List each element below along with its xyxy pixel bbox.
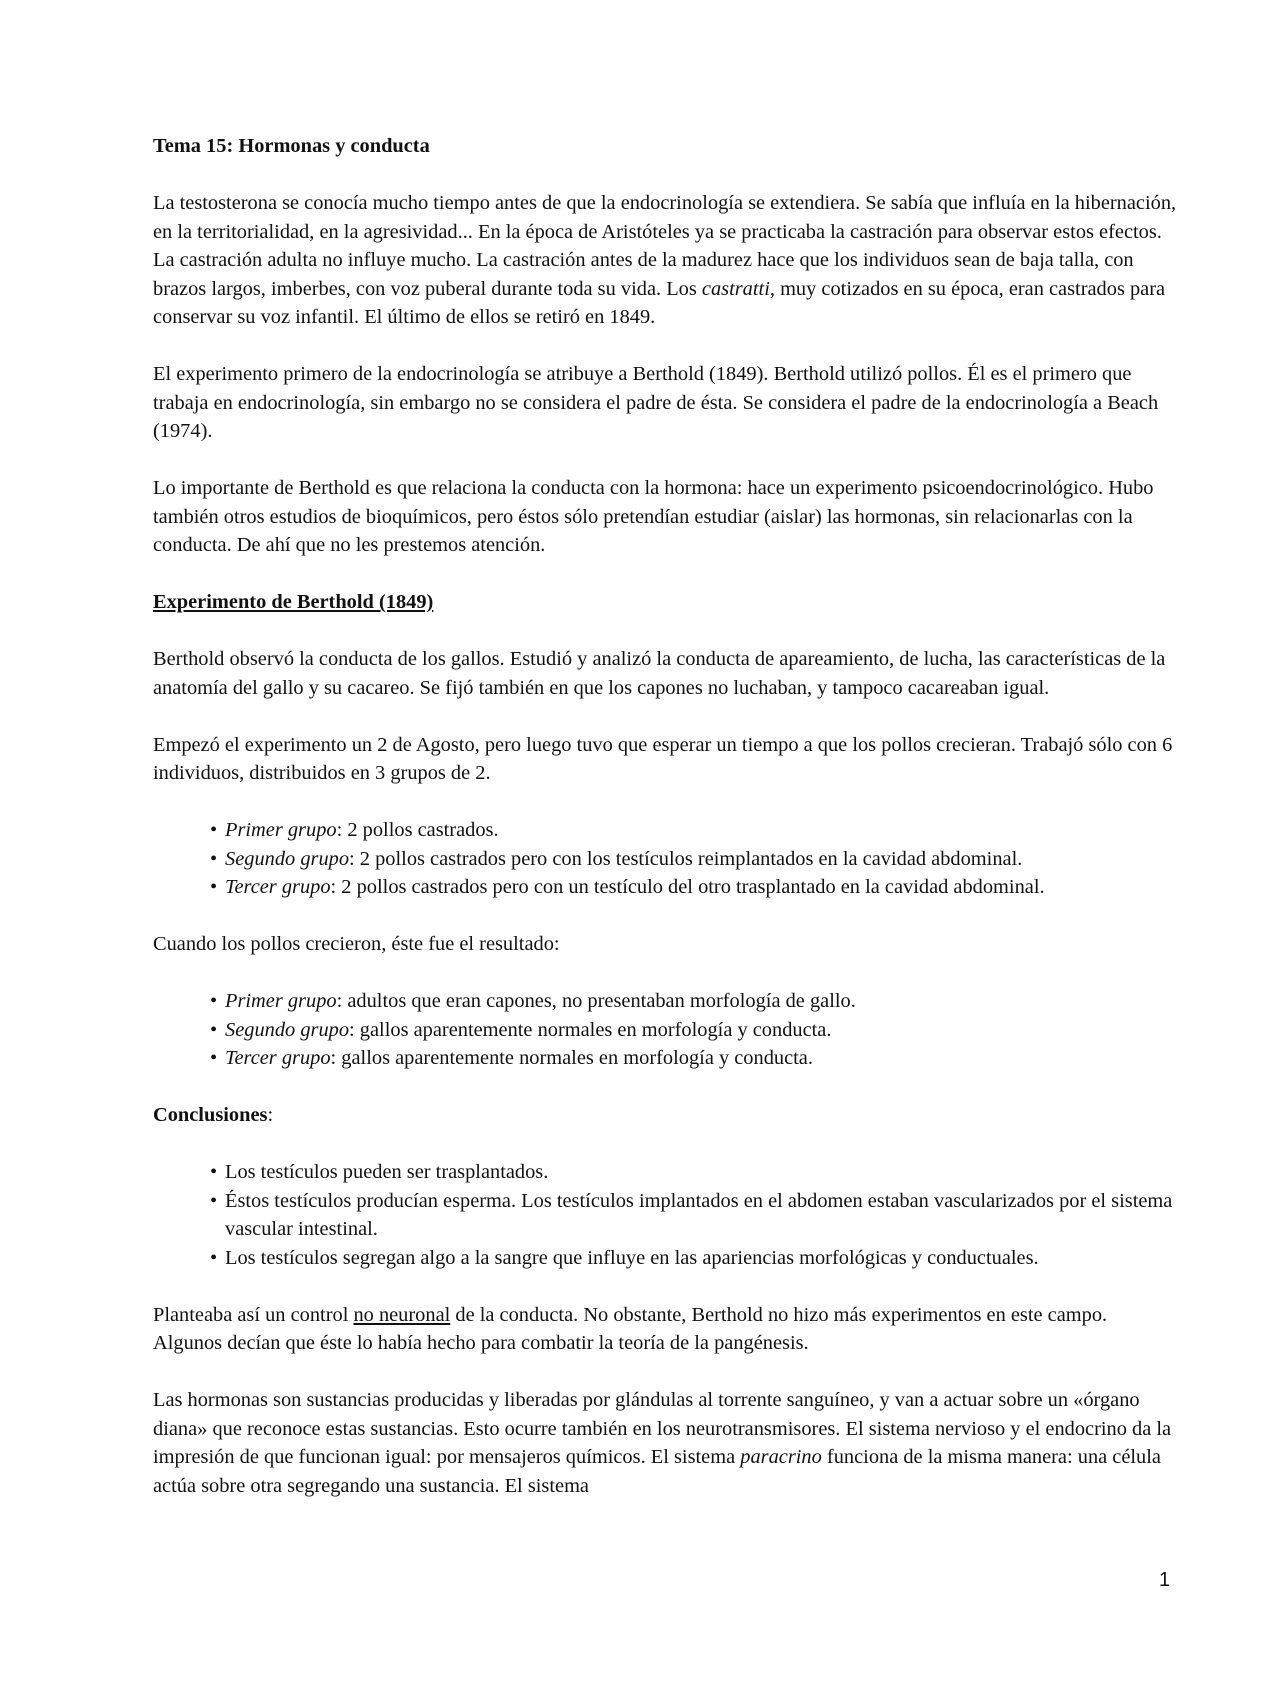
conclusions-list — [153, 1158, 1178, 1272]
group-name: Segundo grupo — [225, 847, 350, 870]
section-heading-experimento: Experimento de Berthold (1849) — [153, 591, 434, 613]
emphasis-paracrino: paracrino — [740, 1446, 822, 1468]
group-text: : 2 pollos castrados pero con un testículo del otro trasplantado en la cavidad abdominal. — [330, 876, 1045, 898]
paragraph-text: Planteaba así un control — [153, 1303, 354, 1326]
list-item — [210, 1187, 1178, 1244]
conclusion-text: Los testículos pueden ser trasplantados. — [225, 1161, 549, 1183]
results-list — [153, 987, 1178, 1073]
list-item — [210, 1044, 1178, 1073]
document-title: Tema 15: Hormonas y conducta — [153, 135, 430, 157]
bullet-icon: • — [210, 1018, 218, 1041]
list-item — [210, 873, 1178, 902]
conclusion-text: Los testículos segregan algo a la sangre que influye en las apariencias morfológicas y conductuales. — [225, 1246, 1039, 1269]
bullet-icon: • — [210, 1161, 218, 1183]
group-text: : 2 pollos castrados pero con los testículos reimplantados en la cavidad abdominal. — [349, 847, 1023, 870]
group-name: Primer grupo — [225, 819, 337, 841]
paragraph-text: La testosterona se conocía mucho tiempo antes de que la endocrinología se extendiera. Se sabía que influía en la hibernación, en la territorialidad, en la agresividad... En la época de Aristóteles ya se practicaba la castración para observar estos efectos. La castración adulta no influye mucho. La castración antes de la madurez hace que los individuos sean de baja talla, con brazos largos, imberbes, con voz puberal durante toda su vida. Los — [153, 192, 1177, 300]
result-group-name: Segundo grupo — [225, 1018, 350, 1041]
bullet-icon: • — [210, 1047, 218, 1069]
paragraph-observation: Berthold observó la conducta de los gallos. Estudió y analizó la conducta de apareamiento, de lucha, las características de la anatomía del gallo y su cacareo. Se fijó también en que los capones no luchaban, y tampoco cacareaban igual. — [153, 648, 1166, 699]
bullet-icon: • — [210, 876, 218, 898]
emphasis-castratti: castratti — [701, 277, 770, 300]
bullet-icon: • — [210, 1246, 218, 1269]
bullet-icon: • — [210, 819, 218, 841]
result-text: : gallos aparentemente normales en morfología y conducta. — [330, 1047, 813, 1069]
result-group-name: Tercer grupo — [225, 1047, 331, 1069]
bullet-icon: • — [210, 847, 218, 870]
conclusions-colon: : — [267, 1104, 274, 1126]
bullet-icon: • — [210, 1189, 218, 1212]
paragraph-berthold-intro: El experimento primero de la endocrinología se atribuye a Berthold (1849). Berthold utilizó pollos. Él es el primero que trabaja en endocrinología, sin embargo no se considera el padre de ésta. Se considera el padre de la endocrinología a Beach (1974). — [153, 363, 1159, 442]
result-text: : gallos aparentemente normales en morfología y conducta. — [349, 1018, 832, 1041]
paragraph-text: funciona de la misma manera: una célula actúa sobre otra segregando una sustancia. El sistema — [153, 1446, 1161, 1497]
list-item — [210, 1016, 1178, 1045]
paragraph-results-intro: Cuando los pollos crecieron, éste fue el resultado: — [153, 933, 560, 955]
paragraph-control — [153, 1301, 1178, 1358]
list-item — [210, 1158, 1178, 1187]
conclusions-heading — [153, 1101, 1178, 1130]
paragraph-testosterona — [153, 189, 1178, 332]
groups-list — [153, 816, 1178, 902]
list-item — [210, 816, 1178, 845]
list-item — [210, 845, 1178, 874]
paragraph-text: , muy cotizados en su época, eran castrados para conservar su voz infantil. El último de ellos se retiró en 1849. — [153, 277, 1166, 328]
conclusion-text: Éstos testículos producían esperma. Los testículos implantados en el abdomen estaban vascularizados por el sistema vascular intestinal. — [225, 1189, 1173, 1240]
result-group-name: Primer grupo — [225, 990, 337, 1012]
paragraph-experiment-start: Empezó el experimento un 2 de Agosto, pero luego tuvo que esperar un tiempo a que los pollos crecieran. Trabajó sólo con 6 individuos, distribuidos en 3 grupos de 2. — [153, 733, 1173, 784]
underlined-no-neuronal: no neuronal — [353, 1303, 451, 1326]
result-text: : adultos que eran capones, no presentaban morfología de gallo. — [336, 990, 856, 1012]
paragraph-hormonas — [153, 1386, 1178, 1500]
list-item — [210, 1244, 1178, 1273]
paragraph-text: de la conducta. No obstante, Berthold no hizo más experimentos en este campo. Algunos decían que éste lo había hecho para combatir la teoría de la pangénesis. — [153, 1303, 1108, 1354]
paragraph-text: Las hormonas son sustancias producidas y liberadas por glándulas al torrente sanguíneo, y van a actuar sobre un «órgano diana» que reconoce estas sustancias. Esto ocurre también en los neurotransmisores. El sistema nervioso y el endocrino da la impresión de que funcionan igual: por mensajeros químicos. El sistema — [153, 1389, 1172, 1468]
document-page — [153, 132, 1178, 1500]
list-item — [210, 987, 1178, 1016]
conclusions-label: Conclusiones — [153, 1104, 268, 1126]
group-name: Tercer grupo — [225, 876, 331, 898]
bullet-icon: • — [210, 990, 218, 1012]
paragraph-importance: Lo importante de Berthold es que relaciona la conducta con la hormona: hace un experimento psicoendocrinológico. Hubo también otros estudios de bioquímicos, pero éstos sólo pretendían estudiar (aislar) las hormonas, sin relacionarlas con la conducta. De ahí que no les prestemos atención. — [153, 477, 1154, 556]
group-text: : 2 pollos castrados. — [336, 819, 499, 841]
page-number: 1 — [1159, 1569, 1171, 1591]
